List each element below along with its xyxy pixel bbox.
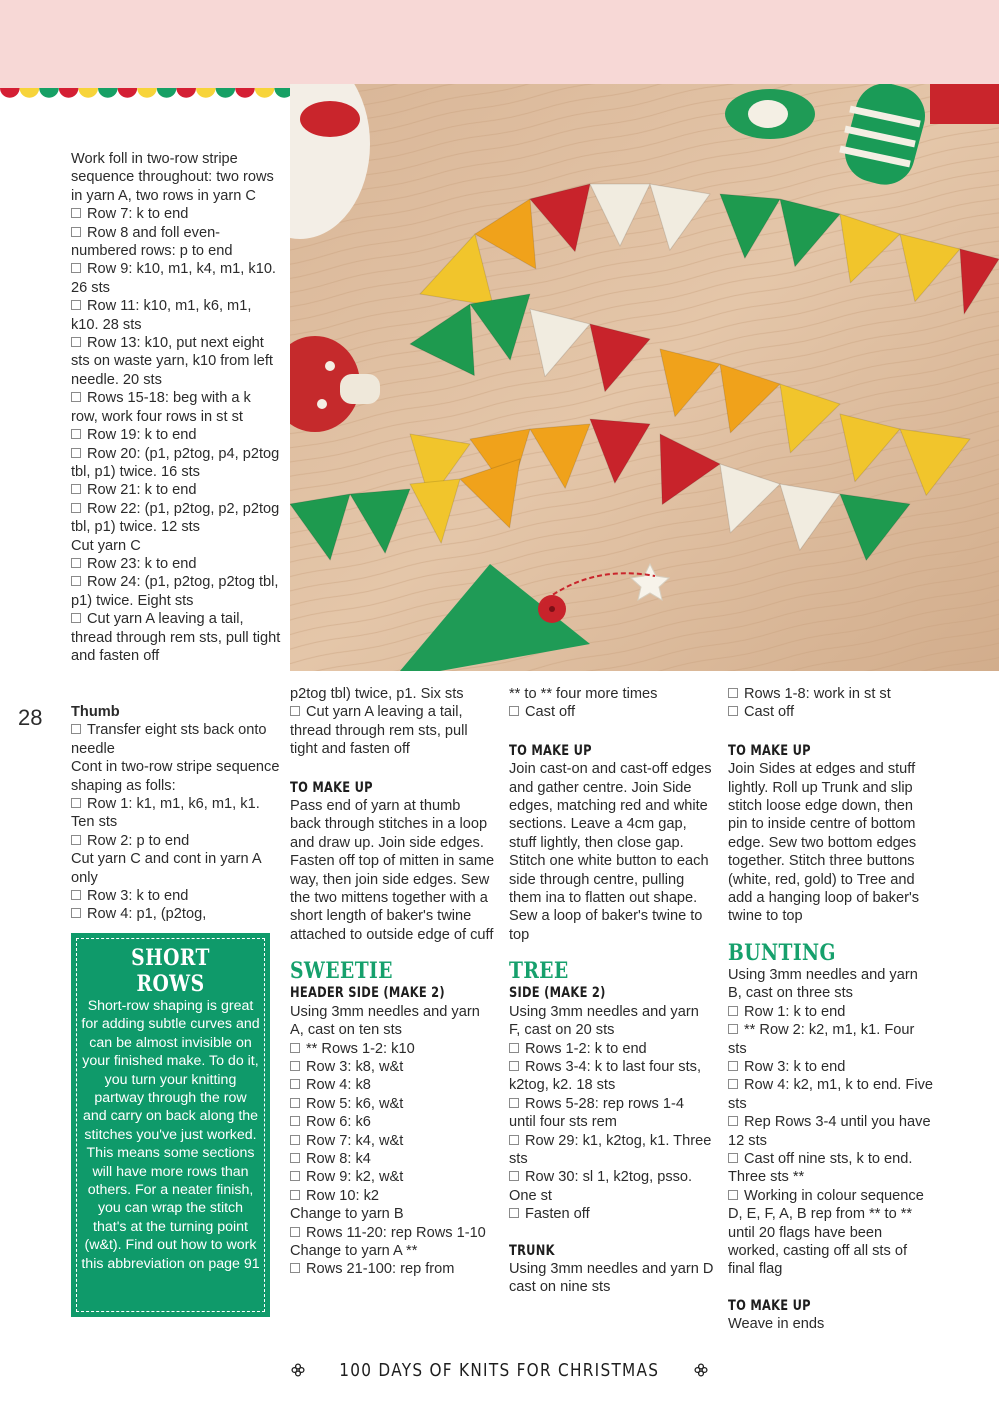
checkbox-icon[interactable] xyxy=(290,1079,300,1089)
sweetie-row: Row 7: k4, w&t xyxy=(290,1132,495,1150)
thumb-continue: Cont in two-row stripe sequence shaping as folls: xyxy=(71,759,280,794)
sweetie-heading: SWEETIE xyxy=(290,958,393,985)
mitten-row: Row 7: k to end xyxy=(71,205,281,223)
scallop xyxy=(255,88,275,98)
knitted-bunting-photo xyxy=(290,84,999,671)
checkbox-icon[interactable] xyxy=(728,706,738,716)
checkbox-icon[interactable] xyxy=(71,448,81,458)
tree-heading: TREE xyxy=(509,958,569,985)
scallop xyxy=(216,88,236,98)
checkbox-icon[interactable] xyxy=(728,1079,738,1089)
mitten-cut: Cut yarn A leaving a tail, thread through rem sts, pull tight and fasten off xyxy=(290,704,468,758)
checkbox-icon[interactable] xyxy=(290,1043,300,1053)
column-3 xyxy=(509,685,714,1297)
column-2 xyxy=(290,685,495,1279)
trunk-heading: TRUNK xyxy=(509,1242,555,1259)
mitten-row: Cut yarn A leaving a tail, thread through rem sts, pull tight and fasten off xyxy=(71,611,281,664)
bunting-row: Row 4: k2, m1, k to end. Five sts xyxy=(728,1077,933,1112)
scallop xyxy=(39,88,59,98)
scallop xyxy=(78,88,98,98)
footer xyxy=(0,1360,999,1381)
tree-make-up: Join Sides at edges and stuff lightly. Roll up Trunk and slip stitch loose edge down, then pin to inside centre of bottom edge. Sew two bottom edges together. Stitch three buttons (white, red, gold) to Tree and add a hanging loop of baker's twine to top xyxy=(728,761,920,925)
header-side-intro: Using 3mm needles and yarn A, cast on ten sts xyxy=(290,1003,480,1039)
to-make-up-heading-2: TO MAKE UP xyxy=(728,1297,811,1314)
scallop xyxy=(0,88,20,98)
scallop xyxy=(59,88,79,98)
checkbox-icon[interactable] xyxy=(290,1263,300,1273)
to-make-up-heading: TO MAKE UP xyxy=(290,779,373,796)
scallop xyxy=(137,88,157,98)
checkbox-icon[interactable] xyxy=(509,1208,519,1218)
checkbox-icon[interactable] xyxy=(71,576,81,586)
checkbox-icon[interactable] xyxy=(71,724,81,734)
page-number: 28 xyxy=(18,705,43,730)
checkbox-icon[interactable] xyxy=(509,706,519,716)
mitten-continue: p2tog tbl) twice, p1. Six sts xyxy=(290,686,464,702)
mitten-row: Row 13: k10, put next eight sts on waste yarn, k10 from left needle. 20 sts xyxy=(71,335,273,388)
mitten-row: Row 11: k10, m1, k6, m1, k10. 28 sts xyxy=(71,298,252,333)
checkbox-icon[interactable] xyxy=(290,706,300,716)
rows-1-8: Rows 1-8: work in st st xyxy=(728,685,933,703)
tree-row: Rows 5-28: rep rows 1-4 until four sts rem xyxy=(509,1095,684,1131)
bunting-intro: Using 3mm needles and yarn B, cast on three sts xyxy=(728,966,918,1002)
checkbox-icon[interactable] xyxy=(71,890,81,900)
to-make-up-heading: TO MAKE UP xyxy=(728,742,811,759)
checkbox-icon[interactable] xyxy=(71,263,81,273)
mitten-row: Row 20: (p1, p2tog, p4, p2tog tbl, p1) twice. 16 sts xyxy=(71,445,280,480)
thumb-row: Row 2: p to end xyxy=(71,832,281,850)
scallop xyxy=(235,88,255,98)
checkbox-icon[interactable] xyxy=(509,1061,519,1071)
cut-yarn-c: Cut yarn C xyxy=(71,537,141,554)
checkbox-icon[interactable] xyxy=(290,1227,300,1237)
checkbox-icon[interactable] xyxy=(71,558,81,568)
sweetie-row: Row 4: k8 xyxy=(290,1076,495,1094)
sweetie-make-up: Join cast-on and cast-off edges and gather centre. Join Side edges, matching red and white sections. Leave a 4cm gap, stuff lightly, then close gap. Stitch one white button to each side through centre, pulling them ina to flatten out shape. Sew a loop of baker's twine to top xyxy=(509,761,712,943)
checkbox-icon[interactable] xyxy=(290,1171,300,1181)
bunting-row: Row 1: k to end xyxy=(728,1003,933,1021)
change-to-b: Change to yarn B xyxy=(290,1206,404,1223)
scallop xyxy=(176,88,196,98)
bunting-row: Rep Rows 3-4 until you have 12 sts xyxy=(728,1114,931,1149)
checkbox-icon[interactable] xyxy=(509,1135,519,1145)
repeat-four-times: ** to ** four more times xyxy=(509,686,658,702)
column-1-thumb xyxy=(71,703,281,924)
side-heading: SIDE (MAKE 2) xyxy=(509,985,606,1002)
rows-11-20: Rows 11-20: rep Rows 1-10 xyxy=(290,1224,495,1242)
checkbox-icon[interactable] xyxy=(728,688,738,698)
sweetie-row: Row 3: k8, w&t xyxy=(290,1058,495,1076)
mitten-row: Row 22: (p1, p2tog, p2, p2tog tbl, p1) twice. 12 sts xyxy=(71,500,280,536)
checkbox-icon[interactable] xyxy=(71,392,81,402)
scallop xyxy=(196,88,216,98)
sweetie-row: Row 10: k2 xyxy=(290,1187,495,1205)
short-rows-title: SHORT ROWS xyxy=(131,945,210,997)
scallop xyxy=(98,88,118,98)
checkbox-icon[interactable] xyxy=(290,1135,300,1145)
cast-off: Cast off xyxy=(728,703,933,721)
checkbox-icon[interactable] xyxy=(71,484,81,494)
scallop xyxy=(20,88,40,98)
checkbox-icon[interactable] xyxy=(509,1043,519,1053)
cast-off: Cast off xyxy=(509,703,714,721)
bunting-row: Row 3: k to end xyxy=(728,1058,933,1076)
bunting-row: ** Row 2: k2, m1, k1. Four sts xyxy=(728,1022,915,1057)
checkbox-icon[interactable] xyxy=(71,429,81,439)
mitten-row: Rows 15-18: beg with a k row, work four rows in st st xyxy=(71,390,251,425)
sweetie-row: Row 9: k2, w&t xyxy=(290,1168,495,1186)
mitten-row: Row 24: (p1, p2tog, p2tog tbl, p1) twice. Eight sts xyxy=(71,574,279,609)
thumb-row: Row 4: p1, (p2tog, xyxy=(71,905,281,923)
checkbox-icon[interactable] xyxy=(728,1153,738,1163)
header-band xyxy=(0,0,999,88)
column-1-top xyxy=(71,150,281,665)
bunting-make-up: Weave in ends xyxy=(728,1316,825,1333)
flower-icon xyxy=(694,1363,708,1377)
checkbox-icon[interactable] xyxy=(290,1061,300,1071)
rows-21-100: Rows 21-100: rep from xyxy=(290,1260,495,1278)
tree-row: Row 30: sl 1, k2tog, psso. One st xyxy=(509,1169,693,1204)
short-rows-tip-box xyxy=(71,933,270,1317)
mitten-row: Row 23: k to end xyxy=(71,555,281,573)
tree-row: Rows 3-4: k to last four sts, k2tog, k2. 18 sts xyxy=(509,1058,701,1094)
trunk-intro: Using 3mm needles and yarn D cast on nine sts xyxy=(509,1260,714,1296)
bunting-row: Working in colour sequence D, E, F, A, B rep from ** to ** until 20 flags have been worked, casting off all sts of final flag xyxy=(728,1187,924,1278)
mitten-row: Row 8 and foll even-numbered rows: p to end xyxy=(71,224,233,260)
mitten-row: Row 21: k to end xyxy=(71,481,281,499)
thumb-row: Row 1: k1, m1, k6, m1, k1. Ten sts xyxy=(71,796,260,831)
checkbox-icon[interactable] xyxy=(728,1006,738,1016)
mitten-make-up: Pass end of yarn at thumb back through stitches in a loop and draw up. Join side edges. Fasten off top of mitten in same way, then join side edges. Sew the two mittens together with a short length of baker's twine attached to outside edge of cuff xyxy=(290,798,495,943)
sweetie-row: Row 8: k4 xyxy=(290,1150,495,1168)
tree-row: Fasten off xyxy=(509,1205,714,1223)
footer-title: 100 DAYS OF KNITS FOR CHRISTMAS xyxy=(339,1360,660,1381)
tree-row: Row 29: k1, k2tog, k1. Three sts xyxy=(509,1132,712,1167)
thumb-transfer: Transfer eight sts back onto needle xyxy=(71,722,267,757)
checkbox-icon[interactable] xyxy=(71,908,81,918)
checkbox-icon[interactable] xyxy=(71,227,81,237)
side-intro: Using 3mm needles and yarn F, cast on 20 sts xyxy=(509,1003,699,1039)
checkbox-icon[interactable] xyxy=(71,503,81,513)
header-side-heading: HEADER SIDE (MAKE 2) xyxy=(290,985,445,1002)
flower-icon xyxy=(291,1363,305,1377)
mitten-row: Row 19: k to end xyxy=(71,426,281,444)
checkbox-icon[interactable] xyxy=(71,835,81,845)
to-make-up-heading: TO MAKE UP xyxy=(509,742,592,759)
checkbox-icon[interactable] xyxy=(71,798,81,808)
checkbox-icon[interactable] xyxy=(290,1190,300,1200)
short-rows-text: Short-row shaping is great for adding subtle curves and can be almost invisible on your finished make. To do it, you turn your knitting partway through the row and carry on back along the stitches you've just worked. This means some sections will have more rows than others. For a neater finish, you can wrap the stitch that's at the turning point (w&t). Find out how to work this abbreviation on page 91 xyxy=(81,998,260,1272)
thumb-row: Row 3: k to end xyxy=(71,887,281,905)
scallop xyxy=(157,88,177,98)
sweetie-row: Row 6: k6 xyxy=(290,1113,495,1131)
tree-row: Rows 1-2: k to end xyxy=(509,1040,714,1058)
thumb-heading: Thumb xyxy=(71,704,120,720)
checkbox-icon[interactable] xyxy=(71,613,81,623)
sweetie-row: Row 5: k6, w&t xyxy=(290,1095,495,1113)
checkbox-icon[interactable] xyxy=(728,1061,738,1071)
stripe-intro: Work foll in two-row stripe sequence throughout: two rows in yarn A, two rows in yarn C xyxy=(71,151,274,204)
checkbox-icon[interactable] xyxy=(290,1098,300,1108)
change-to-a: Change to yarn A ** xyxy=(290,1242,418,1259)
thumb-cut: Cut yarn C and cont in yarn A only xyxy=(71,851,261,886)
column-4 xyxy=(728,685,933,1334)
checkbox-icon[interactable] xyxy=(728,1190,738,1200)
checkbox-icon[interactable] xyxy=(290,1116,300,1126)
checkbox-icon[interactable] xyxy=(71,208,81,218)
checkbox-icon[interactable] xyxy=(290,1153,300,1163)
checkbox-icon[interactable] xyxy=(71,300,81,310)
checkbox-icon[interactable] xyxy=(509,1098,519,1108)
checkbox-icon[interactable] xyxy=(728,1024,738,1034)
bunting-row: Cast off nine sts, k to end. Three sts ** xyxy=(728,1150,913,1186)
sweetie-row: ** Rows 1-2: k10 xyxy=(290,1040,495,1058)
checkbox-icon[interactable] xyxy=(509,1171,519,1181)
bunting-heading: BUNTING xyxy=(728,939,836,966)
mitten-row: Row 9: k10, m1, k4, m1, k10. 26 sts xyxy=(71,261,276,296)
checkbox-icon[interactable] xyxy=(728,1116,738,1126)
checkbox-icon[interactable] xyxy=(71,337,81,347)
scallop xyxy=(118,88,138,98)
